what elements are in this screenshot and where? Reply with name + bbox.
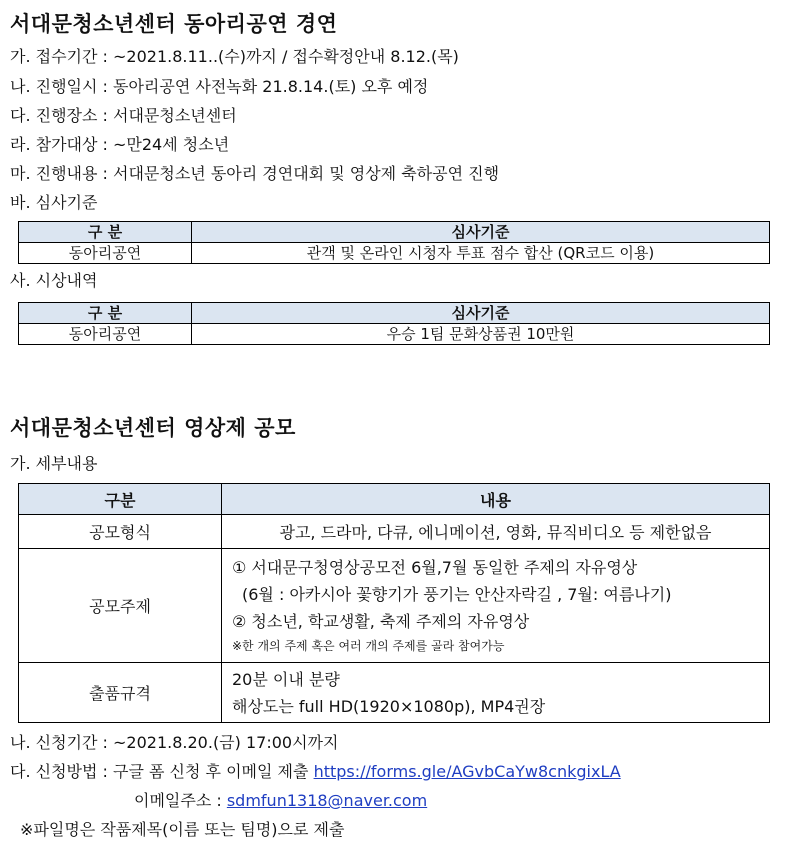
item-text: 서대문청소년센터 <box>113 106 237 125</box>
spec-name: 출품규격 <box>19 663 222 723</box>
theme-line-1: ① 서대문구청영상공모전 6월,7월 동일한 주제의 자유영상 <box>232 558 638 577</box>
judging-row-category: 동아리공연 <box>19 243 192 264</box>
theme-line-2: (6월 : 아카시아 꽃향기가 풍기는 안산자락길 , 7월: 여름나기) <box>242 585 672 604</box>
spec-line-2: 해상도는 full HD(1920×1080p), MP4권장 <box>232 696 546 716</box>
awards-label: 사. 시상내역 <box>10 271 98 290</box>
format-value: 광고, 드라마, 다큐, 에니메이션, 영화, 뮤직비디오 등 제한없음 <box>222 515 770 549</box>
contest-table <box>18 483 770 723</box>
item-label: 가. 접수기간 : <box>10 47 114 66</box>
theme-name: 공모주제 <box>19 549 222 663</box>
awards-header-criteria: 심사기준 <box>192 303 770 324</box>
item-label: 라. 참가대상 : <box>10 135 114 154</box>
judging-header-criteria: 심사기준 <box>192 222 770 243</box>
application-period <box>10 730 338 753</box>
theme-content <box>222 549 770 663</box>
awards-table <box>18 302 770 345</box>
item-venue <box>10 103 237 126</box>
awards-header-category: 구 분 <box>19 303 192 324</box>
contest-header-category: 구분 <box>19 484 222 515</box>
google-form-link[interactable]: https://forms.gle/AGvbCaYw8cnkgixLA <box>313 762 621 781</box>
item-schedule <box>10 74 428 97</box>
filename-note: ※파일명은 작품제목(이름 또는 팀명)으로 제출 <box>20 820 345 839</box>
item-text: ~만24세 청소년 <box>113 135 230 154</box>
period-text: ~2021.8.20.(금) 17:00시까지 <box>113 733 339 752</box>
method-text: 구글 폼 신청 후 이메일 제출 <box>113 762 314 781</box>
item-reception-period <box>10 44 459 67</box>
item-content <box>10 161 499 184</box>
section1-title: 서대문청소년센터 동아리공연 경연 <box>10 12 338 36</box>
judging-header-category: 구 분 <box>19 222 192 243</box>
awards-row-category: 동아리공연 <box>19 324 192 345</box>
email-label: 이메일주소 : <box>134 791 227 810</box>
judging-table <box>18 221 770 264</box>
contest-header-content: 내용 <box>222 484 770 515</box>
item-label: 다. 진행장소 : <box>10 106 114 125</box>
spec-content <box>222 663 770 723</box>
item-text: ~2021.8.11..(수)까지 / 접수확정안내 8.12.(목) <box>113 47 459 66</box>
judging-row-criteria: 관객 및 온라인 시청자 투표 점수 합산 (QR코드 이용) <box>192 243 770 264</box>
awards-row-criteria: 우승 1팀 문화상품권 10만원 <box>192 324 770 345</box>
period-label: 나. 신청기간 : <box>10 733 114 752</box>
application-method <box>10 759 621 782</box>
format-name: 공모형식 <box>19 515 222 549</box>
spec-line-1: 20분 이내 분량 <box>232 669 340 689</box>
item-text: 서대문청소년 동아리 경연대회 및 영상제 축하공연 진행 <box>113 164 500 183</box>
item-target <box>10 132 229 155</box>
details-label: 가. 세부내용 <box>10 454 98 473</box>
theme-note: ※한 개의 주제 혹은 여러 개의 주제를 골라 참여가능 <box>232 639 505 653</box>
method-label: 다. 신청방법 : <box>10 762 114 781</box>
email-link[interactable]: sdmfun1318@naver.com <box>226 791 428 810</box>
item-judging-label <box>10 190 97 213</box>
item-label: 바. 심사기준 <box>10 193 98 212</box>
theme-line-3: ② 청소년, 학교생활, 축제 주제의 자유영상 <box>232 612 530 631</box>
item-label: 마. 진행내용 : <box>10 164 114 183</box>
section2-title: 서대문청소년센터 영상제 공모 <box>10 416 296 440</box>
item-text: 동아리공연 사전녹화 21.8.14.(토) 오후 예정 <box>113 77 429 96</box>
item-label: 나. 진행일시 : <box>10 77 114 96</box>
email-line <box>134 788 427 811</box>
